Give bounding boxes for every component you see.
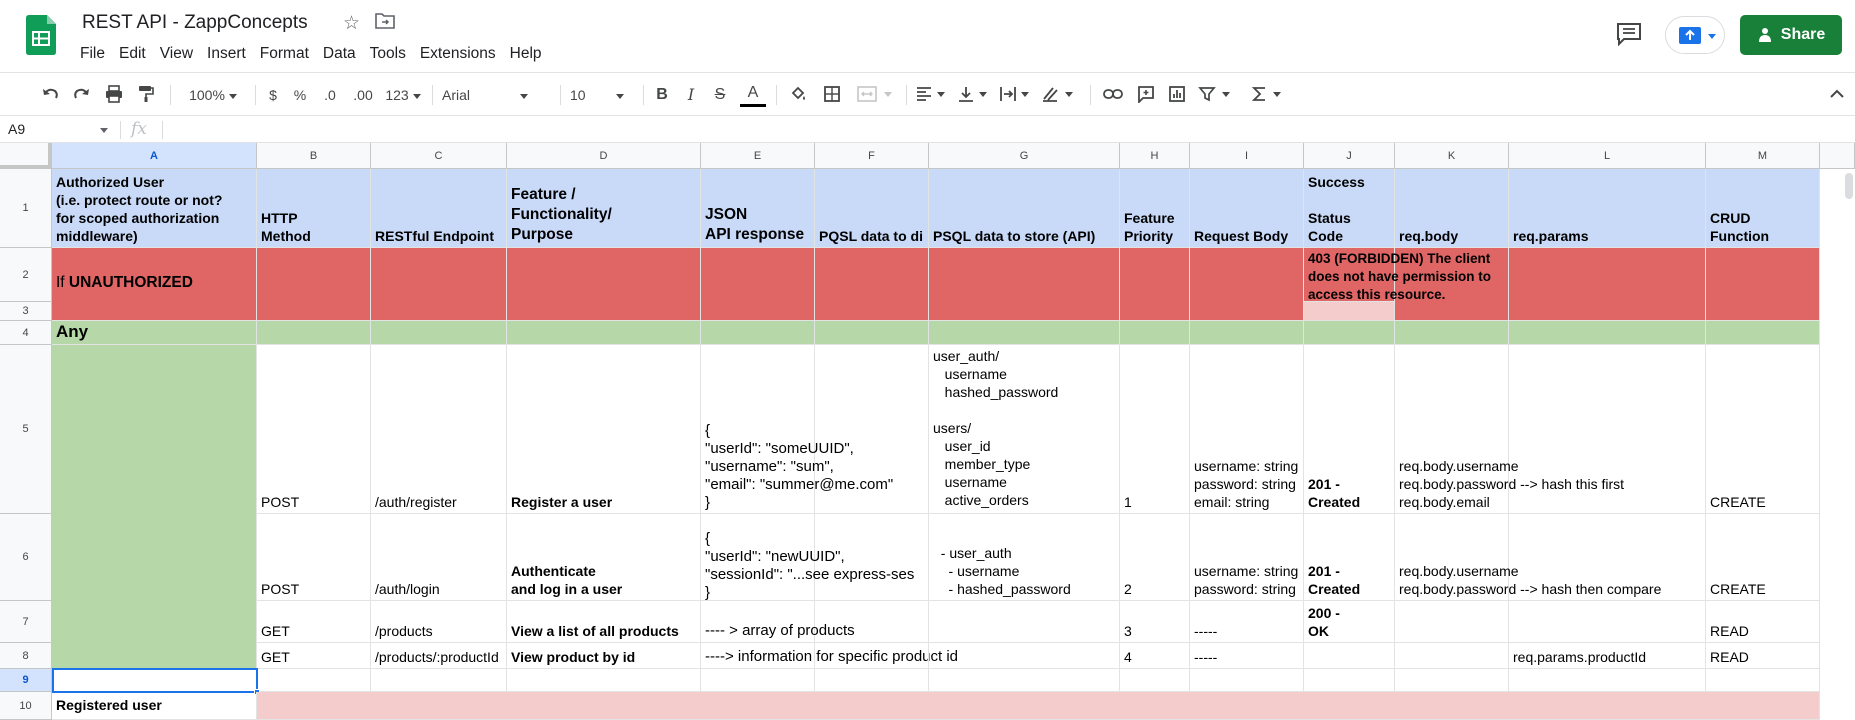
cell-l4[interactable] (1509, 321, 1706, 345)
column-header-f[interactable]: F (815, 143, 929, 169)
cell-j9[interactable] (1304, 669, 1395, 692)
cell-b2[interactable] (257, 248, 371, 321)
cell-d8[interactable]: View product by id (507, 643, 701, 669)
cell-h9[interactable] (1120, 669, 1190, 692)
redo-icon[interactable] (70, 83, 94, 107)
cell-k9[interactable] (1395, 669, 1509, 692)
cell-m2[interactable] (1706, 248, 1820, 321)
cell-g4[interactable] (929, 321, 1120, 345)
borders-icon[interactable] (820, 83, 844, 107)
cell-g5[interactable]: user_auth/ username hashed_password users/ user_id member_type username active_orders (929, 345, 1120, 514)
cell-j6[interactable]: 201 - Created (1304, 514, 1395, 601)
column-header-i[interactable]: I (1190, 143, 1304, 169)
sheets-logo-icon[interactable] (26, 15, 56, 55)
spreadsheet-grid (0, 143, 1855, 720)
column-header-l[interactable]: L (1509, 143, 1706, 169)
cell-k7[interactable] (1395, 601, 1509, 643)
cell-c8[interactable]: /products/:productId (371, 643, 507, 669)
cell-c5[interactable]: /auth/register (371, 345, 507, 514)
cell-g6[interactable]: - user_auth - username - hashed_password (929, 514, 1120, 601)
row-header-10[interactable]: 10 (0, 692, 52, 720)
name-box[interactable]: A9 (8, 121, 26, 137)
cell-f5[interactable] (815, 345, 929, 514)
cell-g9[interactable] (929, 669, 1120, 692)
cell-i6[interactable]: username: string password: string (1190, 514, 1304, 601)
cell-d7[interactable]: View a list of all products (507, 601, 701, 643)
document-title[interactable]: REST API - ZappConcepts (82, 12, 308, 33)
cell-f4[interactable] (815, 321, 929, 345)
print-icon[interactable] (102, 83, 126, 107)
cell-g8[interactable] (929, 643, 1120, 669)
cell-j1[interactable]: Success Status Code (1304, 169, 1395, 248)
cell-j5[interactable]: 201 - Created (1304, 345, 1395, 514)
cell-b8[interactable]: GET (257, 643, 371, 669)
percent-format-button[interactable]: % (293, 87, 307, 103)
insert-comment-icon[interactable] (1133, 83, 1159, 107)
fx-icon: fx (131, 119, 147, 139)
unauthorized-label: UNAUTHORIZED (68, 274, 193, 291)
fill-color-icon[interactable] (786, 83, 810, 107)
cell-a4[interactable]: Any (52, 321, 257, 345)
column-header-c[interactable]: C (371, 143, 507, 169)
strikethrough-button[interactable]: S (714, 86, 726, 103)
cell-k4[interactable] (1395, 321, 1509, 345)
menu-edit[interactable]: Edit (118, 45, 146, 62)
undo-icon[interactable] (38, 83, 62, 107)
chevron-down-icon (616, 94, 624, 99)
cell-b4[interactable] (257, 321, 371, 345)
row-header-5[interactable]: 5 (0, 345, 52, 514)
cell-a5-a8[interactable] (52, 345, 257, 669)
formula-bar (0, 117, 1855, 143)
currency-format-button[interactable]: $ (269, 87, 277, 103)
row-header-6[interactable]: 6 (0, 514, 52, 601)
merge-cells-icon[interactable] (854, 83, 898, 107)
column-header-blank (1820, 143, 1855, 169)
row-header-1[interactable]: 1 (0, 169, 52, 248)
cell-l9[interactable] (1509, 669, 1706, 692)
row-header-7[interactable]: 7 (0, 601, 52, 643)
cell-j4[interactable] (1304, 321, 1395, 345)
toolbar-divider (643, 85, 644, 105)
cell-e9[interactable] (701, 669, 815, 692)
cell-b9[interactable] (257, 669, 371, 692)
cell-b1[interactable]: HTTP Method (257, 169, 371, 248)
menu-help[interactable]: Help (509, 45, 542, 62)
row-header-9[interactable]: 9 (0, 669, 52, 692)
row-10-cells[interactable] (257, 692, 1820, 720)
column-header-g[interactable]: G (929, 143, 1120, 169)
collapse-toolbar-icon[interactable] (1826, 83, 1848, 107)
column-header-d[interactable]: D (507, 143, 701, 169)
font-family-value: Arial (442, 87, 471, 103)
cell-a10[interactable]: Registered user (52, 692, 257, 720)
cell-c2[interactable] (371, 248, 507, 321)
cell-k8[interactable] (1395, 643, 1509, 669)
cell-c9[interactable] (371, 669, 507, 692)
italic-button[interactable]: I (687, 85, 695, 104)
cell-k5[interactable]: req.body.username req.body.password --> hash this first req.body.email (1395, 345, 1509, 514)
cell-h6[interactable]: 2 (1120, 514, 1190, 601)
cell-i5[interactable]: username: string password: string email: string (1190, 345, 1304, 514)
cell-e7[interactable]: ---- > array of products (701, 601, 815, 643)
cell-h7[interactable]: 3 (1120, 601, 1190, 643)
toolbar-divider (906, 85, 907, 105)
cell-d4[interactable] (507, 321, 701, 345)
cell-m8[interactable]: READ (1706, 643, 1820, 669)
toolbar-divider (432, 85, 433, 105)
cell-d9[interactable] (507, 669, 701, 692)
bold-button[interactable]: B (656, 86, 668, 103)
font-size-select[interactable] (570, 83, 636, 107)
cell-h8[interactable]: 4 (1120, 643, 1190, 669)
chevron-down-icon[interactable] (100, 128, 108, 133)
cell-m1[interactable]: CRUD Function (1706, 169, 1820, 248)
cell-b6[interactable]: POST (257, 514, 371, 601)
text-rotation-icon[interactable] (1040, 83, 1080, 107)
toolbar (0, 72, 1855, 116)
column-header-e[interactable]: E (701, 143, 815, 169)
json-response-register: { "userId": "someUUID", "username": "sum", "email": "summer@me.com" } (705, 422, 894, 511)
chevron-down-icon (229, 94, 237, 99)
cell-i7[interactable]: ----- (1190, 601, 1304, 643)
row-header-4[interactable]: 4 (0, 321, 52, 345)
cell-c1[interactable]: RESTful Endpoint (371, 169, 507, 248)
cell-l2[interactable] (1509, 248, 1706, 321)
unauthorized-prefix: If (56, 274, 69, 291)
increase-decimal-button[interactable]: .00 (353, 87, 373, 103)
cell-f1[interactable]: PQSL data to di (815, 169, 929, 248)
chevron-down-icon (520, 94, 528, 99)
cell-h2[interactable] (1120, 248, 1190, 321)
font-size-value: 10 (570, 87, 586, 103)
comment-history-icon[interactable] (1616, 22, 1642, 46)
zoom-select[interactable] (182, 83, 244, 107)
menu-format[interactable]: Format (259, 45, 309, 62)
cell-h5[interactable]: 1 (1120, 345, 1190, 514)
menu-file[interactable]: File (80, 45, 105, 62)
cell-i2[interactable] (1190, 248, 1304, 321)
cell-f9[interactable] (815, 669, 929, 692)
insert-link-icon[interactable] (1100, 83, 1126, 107)
column-header-m[interactable]: M (1706, 143, 1820, 169)
cell-j3[interactable] (1304, 302, 1395, 321)
present-button[interactable] (1665, 16, 1725, 54)
cell-i1[interactable]: Request Body (1190, 169, 1304, 248)
cell-c4[interactable] (371, 321, 507, 345)
cell-h1[interactable]: Feature Priority (1120, 169, 1190, 248)
cell-c6[interactable]: /auth/login (371, 514, 507, 601)
cell-k6[interactable]: req.body.username req.body.password --> hash then compare (1395, 514, 1509, 601)
vertical-scrollbar[interactable] (1845, 173, 1853, 199)
cell-i4[interactable] (1190, 321, 1304, 345)
cell-f2[interactable] (815, 248, 929, 321)
cell-j8[interactable] (1304, 643, 1395, 669)
font-family-select[interactable] (442, 83, 552, 107)
cell-i8[interactable]: ----- (1190, 643, 1304, 669)
cell-d5[interactable]: Register a user (507, 345, 701, 514)
toolbar-divider (1090, 85, 1091, 105)
share-button[interactable] (1740, 15, 1842, 55)
zoom-value: 100% (189, 87, 225, 103)
functions-icon[interactable] (1250, 83, 1290, 107)
cell-i9[interactable] (1190, 669, 1304, 692)
share-label: Share (1780, 26, 1826, 43)
cell-e4[interactable] (701, 321, 815, 345)
row-header-8[interactable]: 8 (0, 643, 52, 669)
filter-icon[interactable] (1196, 83, 1240, 107)
menu-bar (80, 44, 549, 66)
cell-m9[interactable] (1706, 669, 1820, 692)
cell-d6[interactable]: Authenticate and log in a user (507, 514, 701, 601)
cell-m7[interactable]: READ (1706, 601, 1820, 643)
more-formats-label: 123 (385, 87, 409, 103)
row-header-3[interactable]: 3 (0, 302, 52, 321)
forbidden-text: 403 (FORBIDDEN) The client does not have permission to access this resource. (1308, 251, 1492, 302)
vertical-align-icon[interactable] (956, 83, 992, 107)
cell-c7[interactable]: /products (371, 601, 507, 643)
cell-j7[interactable]: 200 - OK (1304, 601, 1395, 643)
cell-m5[interactable]: CREATE (1706, 345, 1820, 514)
decrease-decimal-button[interactable]: .0 (324, 87, 336, 103)
cell-m6[interactable]: CREATE (1706, 514, 1820, 601)
cell-d1[interactable]: Feature / Functionality/ Purpose (507, 169, 701, 248)
cell-b7[interactable]: GET (257, 601, 371, 643)
horizontal-align-icon[interactable] (914, 83, 950, 107)
cell-e2[interactable] (701, 248, 815, 321)
cell-h4[interactable] (1120, 321, 1190, 345)
toolbar-divider (560, 85, 561, 105)
cell-e1[interactable]: JSON API response (701, 169, 815, 248)
cell-g7[interactable] (929, 601, 1120, 643)
cell-l1[interactable]: req.params (1509, 169, 1706, 248)
more-formats-select[interactable] (383, 83, 423, 107)
cell-e8[interactable]: ----> information for specific product id (701, 643, 815, 669)
menu-insert[interactable]: Insert (207, 45, 246, 62)
menu-extensions[interactable]: Extensions (419, 45, 496, 62)
column-header-h[interactable]: H (1120, 143, 1190, 169)
menu-tools[interactable]: Tools (369, 45, 406, 62)
menu-view[interactable]: View (159, 45, 194, 62)
toolbar-divider (170, 85, 171, 105)
title-bar (0, 0, 1855, 70)
cell-g2[interactable] (929, 248, 1120, 321)
cell-l6[interactable] (1509, 514, 1706, 601)
column-header-k[interactable]: K (1395, 143, 1509, 169)
cell-f6[interactable] (815, 514, 929, 601)
cell-k1[interactable]: req.body (1395, 169, 1509, 248)
json-response-login: { "userId": "newUUID", "sessionId": "...see express-ses } (705, 530, 915, 601)
insert-chart-icon[interactable] (1164, 83, 1190, 107)
cell-b5[interactable]: POST (257, 345, 371, 514)
formula-divider (162, 121, 163, 139)
cell-a1[interactable]: Authorized User (i.e. protect route or not? for scoped authorization middleware) (52, 169, 257, 248)
cell-d2[interactable] (507, 248, 701, 321)
active-cell-outline (52, 668, 258, 693)
cell-l8[interactable]: req.params.productId (1509, 643, 1706, 669)
paint-format-icon[interactable] (134, 83, 158, 107)
star-icon[interactable]: ☆ (343, 13, 361, 34)
cell-l7[interactable] (1509, 601, 1706, 643)
column-header-j[interactable]: J (1304, 143, 1395, 169)
row-header-2[interactable]: 2 (0, 248, 52, 302)
select-all-corner[interactable] (0, 143, 52, 169)
cell-m4[interactable] (1706, 321, 1820, 345)
cell-g1[interactable]: PSQL data to store (API) (929, 169, 1120, 248)
text-wrapping-icon[interactable] (998, 83, 1034, 107)
cell-a2-merged[interactable] (52, 248, 257, 321)
cell-f8[interactable] (815, 643, 929, 669)
chevron-down-icon (413, 94, 421, 99)
text-color-button[interactable]: A (740, 83, 766, 107)
cell-f7[interactable] (815, 601, 929, 643)
column-header-b[interactable]: B (257, 143, 371, 169)
share-lock-icon (1757, 27, 1773, 43)
menu-data[interactable]: Data (322, 45, 356, 62)
move-to-folder-icon[interactable] (375, 12, 397, 32)
toolbar-divider (776, 85, 777, 105)
formula-divider (120, 121, 121, 139)
column-header-a[interactable]: A (52, 143, 257, 169)
cell-l5[interactable] (1509, 345, 1706, 514)
toolbar-divider (255, 85, 256, 105)
